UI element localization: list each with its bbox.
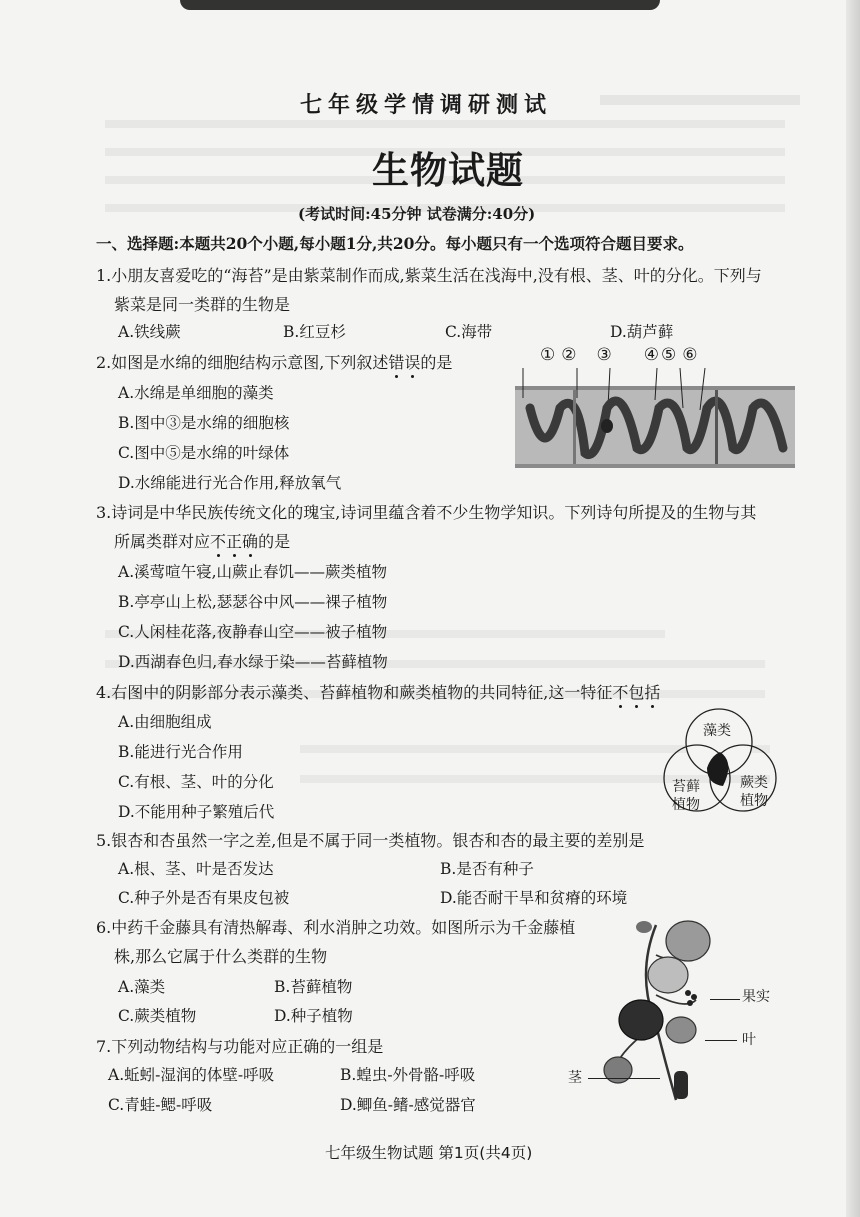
question-text: 3.诗词是中华民族传统文化的瑰宝,诗词里蕴含着不少生物学知识。下列诗句所提及的生物与其 — [96, 503, 757, 522]
venn-label-fern-2: 植物 — [740, 793, 768, 809]
question-text: 紫菜是同一类群的生物是 — [114, 295, 291, 314]
option-a[interactable]: A.铁线蕨 — [118, 323, 181, 341]
section-heading: 一、选择题:本题共20个小题,每小题1分,共20分。每小题只有一个选项符合题目要求。 — [96, 234, 694, 253]
option-d[interactable]: D.鲫鱼-鳍-感觉器官 — [340, 1096, 476, 1114]
option-b[interactable]: B.苔藓植物 — [274, 978, 353, 996]
option-c[interactable]: C.青蛙-鳃-呼吸 — [108, 1096, 213, 1114]
plant-label-stem: 茎 — [568, 1070, 582, 1086]
option-c[interactable]: C.人闲桂花落,夜静春山空——被子植物 — [118, 623, 388, 641]
exam-title: 七年级学情调研测试 — [300, 92, 553, 118]
option-d[interactable]: D.西湖春色归,春水绿于染——苔藓植物 — [118, 653, 388, 671]
scan-right-edge — [846, 0, 860, 1217]
option-a[interactable]: A.根、茎、叶是否发达 — [118, 860, 274, 878]
leader-line — [588, 1078, 660, 1079]
question-text: 1.小朋友喜爱吃的“海苔”是由紫菜制作而成,紫菜生活在浅海中,没有根、茎、叶的分化。下列与 — [96, 266, 762, 285]
venn-label-algae: 藻类 — [703, 723, 731, 739]
question-text: 6.中药千金藤具有清热解毒、利水消肿之功效。如图所示为千金藤植 — [96, 918, 576, 937]
option-c[interactable]: C.海带 — [445, 323, 493, 341]
option-b[interactable]: B.能进行光合作用 — [118, 743, 243, 761]
option-c[interactable]: C.有根、茎、叶的分化 — [118, 773, 274, 791]
scan-top-shadow — [180, 0, 660, 10]
spirogyra-figure — [515, 368, 795, 480]
emphasis-char: 错 — [388, 353, 405, 372]
venn-label-moss-1: 苔藓 — [672, 779, 700, 795]
plant-label-leaf: 叶 — [742, 1032, 756, 1048]
emphasis-char: 括 — [644, 683, 661, 702]
leader-line — [705, 1040, 737, 1041]
option-b[interactable]: B.图中③是水绵的细胞核 — [118, 414, 290, 432]
option-d[interactable]: D.不能用种子繁殖后代 — [118, 803, 275, 821]
option-d[interactable]: D.葫芦藓 — [610, 323, 674, 341]
emphasis-char: 确 — [242, 532, 259, 551]
option-c[interactable]: C.蕨类植物 — [118, 1007, 197, 1025]
emphasis-char: 误 — [404, 353, 421, 372]
question-text: 7.下列动物结构与功能对应正确的一组是 — [96, 1037, 384, 1056]
option-c[interactable]: C.种子外是否有果皮包被 — [118, 889, 290, 907]
option-c[interactable]: C.图中⑤是水绵的叶绿体 — [118, 444, 290, 462]
option-b[interactable]: B.蝗虫-外骨骼-呼吸 — [340, 1066, 476, 1084]
emphasis-char: 包 — [628, 683, 645, 702]
question-text: 所属类群对应不正确的是 — [114, 532, 291, 551]
emphasis-char: 不 — [210, 532, 227, 551]
option-a[interactable]: A.蚯蚓-湿润的体壁-呼吸 — [108, 1066, 275, 1084]
emphasis-char: 不 — [612, 683, 629, 702]
page-footer: 七年级生物试题 第1页(共4页) — [325, 1144, 533, 1162]
option-a[interactable]: A.水绵是单细胞的藻类 — [118, 384, 274, 402]
question-text: 4.右图中的阴影部分表示藻类、苔藓植物和蕨类植物的共同特征,这一特征不包括 — [96, 683, 661, 702]
plant-label-fruit: 果实 — [742, 989, 770, 1005]
option-a[interactable]: A.由细胞组成 — [118, 713, 212, 731]
question-text: 5.银杏和杏虽然一字之差,但是不属于同一类植物。银杏和杏的最主要的差别是 — [96, 831, 645, 850]
figure-labels: ① ② ③ ④⑤ ⑥ — [540, 345, 700, 365]
option-a[interactable]: A.溪莺喧午寝,山蕨止春饥——蕨类植物 — [118, 563, 388, 581]
emphasis-char: 正 — [226, 532, 243, 551]
option-d[interactable]: D.能否耐干旱和贫瘠的环境 — [440, 889, 628, 907]
option-b[interactable]: B.亭亭山上松,瑟瑟谷中风——裸子植物 — [118, 593, 388, 611]
option-d[interactable]: D.种子植物 — [274, 1007, 353, 1025]
option-b[interactable]: B.是否有种子 — [440, 860, 534, 878]
subject-title: 生物试题 — [372, 149, 524, 192]
question-text: 2.如图是水绵的细胞结构示意图,下列叙述错误的是 — [96, 353, 453, 372]
plant-figure — [596, 915, 726, 1111]
leader-line — [710, 999, 740, 1000]
question-text: 株,那么它属于什么类群的生物 — [114, 947, 328, 966]
option-a[interactable]: A.藻类 — [118, 978, 166, 996]
option-d[interactable]: D.水绵能进行光合作用,释放氧气 — [118, 474, 342, 492]
exam-info: (考试时间:45分钟 试卷满分:40分) — [298, 205, 536, 223]
venn-label-fern-1: 蕨类 — [740, 775, 768, 791]
option-b[interactable]: B.红豆杉 — [283, 323, 346, 341]
venn-label-moss-2: 植物 — [672, 797, 700, 813]
